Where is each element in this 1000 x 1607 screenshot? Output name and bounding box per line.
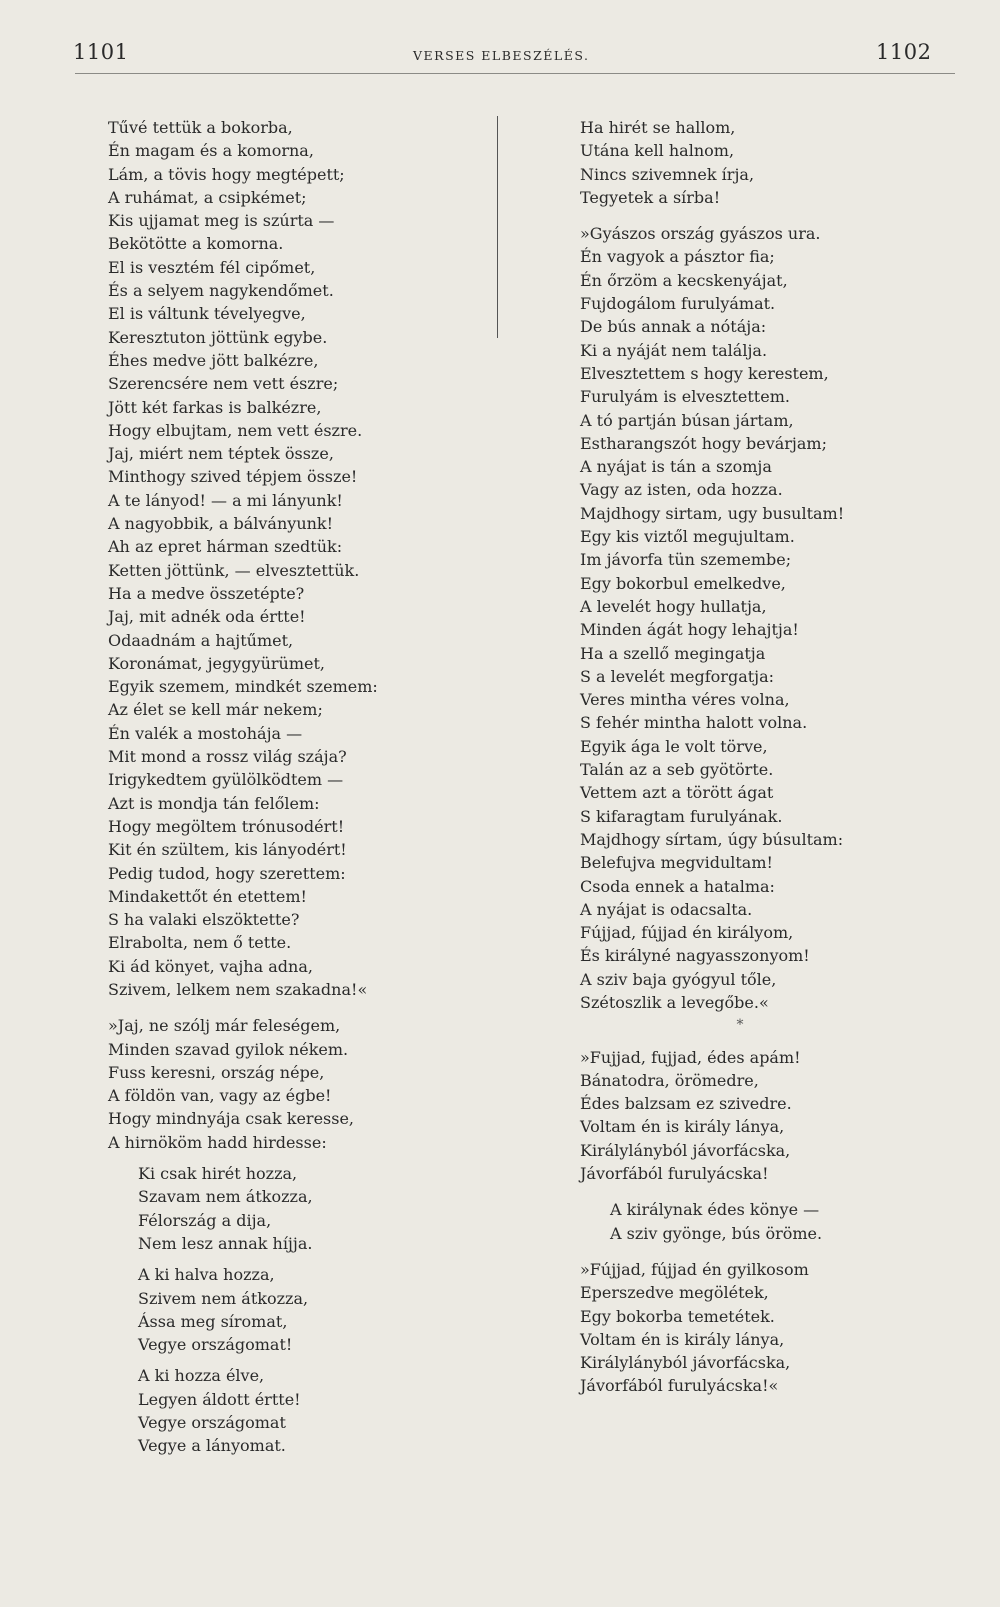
poem-line: Ketten jöttünk, — elvesztettük. [108,560,360,580]
stanza [580,222,900,1014]
stanza [580,116,900,209]
poem-line: A levelét hogy hullatja, [580,596,767,616]
poem-line: El is vesztém fél cipőmet, [108,257,316,277]
poem-line: Keresztuton jöttünk egybe. [108,327,328,347]
poem-line: Kis ujjamat meg is szúrta — [108,211,335,231]
page-header [0,40,1000,72]
poem-line: Vettem azt a törött ágat [580,783,774,803]
poem-line: Egy bokorba temetétek. [580,1306,775,1326]
poem-line: Eperszedve megölétek, [580,1283,769,1303]
couplet [580,1198,900,1245]
poem-line: Én őrzöm a kecskenyájat, [580,270,788,290]
poem-line: A sziv gyönge, bús öröme. [610,1223,823,1243]
poem-line: S kifaragtam furulyának. [580,806,783,826]
poem-line: »Fujjad, fujjad, édes apám! [580,1047,801,1067]
poem-line: Belefujva megvidultam! [580,853,773,873]
poem-line: Veres mintha véres volna, [580,690,790,710]
page-number-left: 1101 [73,40,129,64]
poem-line: Talán az a seb gyötörte. [580,760,774,780]
stanza-gap [108,1356,378,1364]
poem-line: Egyik ága le volt törve, [580,736,768,756]
poem-line: Fujdogálom furulyámat. [580,294,776,314]
poem-line: Jaj, mit adnék oda értte! [108,607,306,627]
stanza [108,116,378,1001]
poem-line: S a levelét megforgatja: [580,666,775,686]
poem-line: Jaj, miért nem téptek össze, [108,444,334,464]
poem-line: Az élet se kell már nekem; [108,700,323,720]
poem-line: Hogy elbujtam, nem vett észre. [108,420,363,440]
right-column [580,116,900,1398]
poem-line: Tűvé tettük a bokorba, [108,118,293,137]
poem-line: Azt is mondja tán felőlem: [108,793,320,813]
poem-line: Majdhogy sírtam, úgy búsultam: [580,829,844,849]
poem-line: Vegye országomat [138,1413,286,1433]
poem-line: Ha a medve összetépte? [108,583,305,603]
poem-line: A nyájat is odacsalta. [580,899,753,919]
poem-line: Királylányból jávorfácska, [580,1353,791,1373]
running-title: VERSES ELBESZÉLÉS. [413,48,590,63]
stanza-gap [580,209,900,222]
poem-line: Bánatodra, örömedre, [580,1070,759,1090]
poem-line: Minden szavad gyilok nékem. [108,1039,349,1059]
poem-line: Jött két farkas is balkézre, [108,397,322,417]
poem-line: Ki csak hirét hozza, [138,1164,298,1184]
poem-line: Én magam és a komorna, [108,141,314,161]
poem-line: Tegyetek a sírba! [580,187,721,207]
stanza-gap [108,1154,378,1162]
poem-line: Hogy megöltem trónusodért! [108,816,345,836]
poem-line: Majdhogy sirtam, ugy busultam! [580,503,845,523]
stanza-gap [108,1255,378,1263]
poem-line: Szivem, lelkem nem szakadna!« [108,979,368,999]
poem-line: »Gyászos ország gyászos ura. [580,224,821,244]
poem-line: Édes balzsam ez szivedre. [580,1094,792,1114]
stanza-gap [580,1245,900,1258]
poem-line: Jávorfából furulyácska!« [580,1376,779,1396]
poem-line: Kit én szültem, kis lányodért! [108,840,347,860]
poem-line: Egyik szemem, mindkét szemem: [108,677,378,697]
section-asterisk: * [736,1017,744,1034]
poem-line: Voltam én is király lánya, [580,1329,785,1349]
poem-line: A tó partján búsan jártam, [580,410,794,430]
poem-line: Egy kis viztől megujultam. [580,527,795,547]
poem-line: De bús annak a nótája: [580,317,767,337]
poem-line: A sziv baja gyógyul tőle, [580,969,777,989]
poem-line: És a selyem nagykendőmet. [108,281,334,301]
poem-line: Mindakettőt én etettem! [108,886,307,906]
proclamation-stanza [108,1364,378,1457]
proclamation-stanza [108,1162,378,1255]
poem-line: Éhes medve jött balkézre, [108,350,319,370]
poem-line: Hogy mindnyája csak keresse, [108,1109,355,1129]
poem-line: Minthogy szived tépjem össze! [108,467,358,487]
poem-line: Királylányból jávorfácska, [580,1140,791,1160]
poem-line: Legyen áldott értte! [138,1389,301,1409]
poem-line: A te lányod! — a mi lányunk! [108,490,343,510]
poem-line: Fuss keresni, ország népe, [108,1062,325,1082]
poem-line: A hirnököm hadd hirdesse: [108,1132,327,1152]
poem-line: Jávorfából furulyácska! [580,1164,769,1184]
stanza [580,1258,900,1398]
poem-line: Ki a nyáját nem találja. [580,340,768,360]
column-divider [497,116,498,338]
poem-line: Fújjad, fújjad én királyom, [580,923,794,943]
poem-line: Pedig tudod, hogy szerettem: [108,863,346,883]
poem-line: Estharangszót hogy bevárjam; [580,433,827,453]
poem-line: Voltam én is király lánya, [580,1117,785,1137]
poem-line: Lám, a tövis hogy megtépett; [108,164,345,184]
poem-line: A ki halva hozza, [138,1265,275,1285]
poem-line: Félország a dija, [138,1210,272,1230]
stanza-gap [580,1038,900,1046]
poem-line: Ha a szellő megingatja [580,643,766,663]
poem-line: Vegye országomat! [138,1335,293,1355]
poem-line: S fehér mintha halott volna. [580,713,808,733]
poem-line: Szivem nem átkozza, [138,1288,309,1308]
poem-line: Nem lesz annak híjja. [138,1233,313,1253]
poem-line: Irigykedtem gyülölködtem — [108,770,344,790]
poem-line: Im jávorfa tün szemembe; [580,550,792,570]
poem-line: És királyné nagyasszonyom! [580,946,810,966]
poem-line: Ha hirét se hallom, [580,118,736,137]
proclamation-stanza [108,1263,378,1356]
poem-line: Szerencsére nem vett észre; [108,374,339,394]
poem-line: A királynak édes könye — [610,1200,820,1220]
poem-line: »Fújjad, fújjad én gyilkosom [580,1259,809,1279]
poem-line: El is váltunk tévelyegve, [108,304,306,324]
poem-line: Vagy az isten, oda hozza. [580,480,783,500]
poem-line: Ássa meg síromat, [138,1311,288,1331]
stanza [580,1046,900,1186]
stanza-gap [108,1001,378,1014]
poem-line: Minden ágát hogy lehajtja! [580,620,799,640]
poem-line: Ki ád könyet, vajha adna, [108,956,313,976]
poem-line: A földön van, vagy az égbe! [108,1086,332,1106]
poem-line: A ki hozza élve, [138,1366,265,1386]
poem-line: Mit mond a rossz világ szája? [108,747,347,767]
poem-line: Én vagyok a pásztor fia; [580,247,775,267]
poem-line: Furulyám is elvesztettem. [580,387,790,407]
poem-line: Odaadnám a hajtűmet, [108,630,294,650]
stanza [108,1014,378,1154]
poem-line: Szavam nem átkozza, [138,1187,313,1207]
poem-line: Utána kell halnom, [580,141,735,161]
poem-line: Bekötötte a komorna. [108,234,284,254]
poem-line: A ruhámat, a csipkémet; [108,187,307,207]
page-number-right: 1102 [876,40,932,64]
poem-line: A nagyobbik, a bálványunk! [108,514,334,534]
poem-line: Nincs szivemnek írja, [580,164,755,184]
poem-line: Én valék a mostohája — [108,723,303,743]
poem-line: Szétoszlik a levegőbe.« [580,992,769,1012]
poem-line: A nyájat is tán a szomja [580,457,772,477]
poem-line: Vegye a lányomat. [138,1436,286,1456]
poem-line: Csoda ennek a hatalma: [580,876,775,896]
poem-line: Koronámat, jegygyürümet, [108,653,325,673]
left-column [108,116,378,1458]
poem-line: Ah az epret hárman szedtük: [108,537,343,557]
poem-line: Egy bokorbul emelkedve, [580,573,786,593]
header-rule [75,73,955,74]
stanza-gap [580,1185,900,1198]
poem-line: S ha valaki elszöktette? [108,910,300,930]
poem-line: »Jaj, ne szólj már feleségem, [108,1016,341,1036]
poem-line: Elrabolta, nem ő tette. [108,933,292,953]
poem-line: Elvesztettem s hogy kerestem, [580,363,829,383]
